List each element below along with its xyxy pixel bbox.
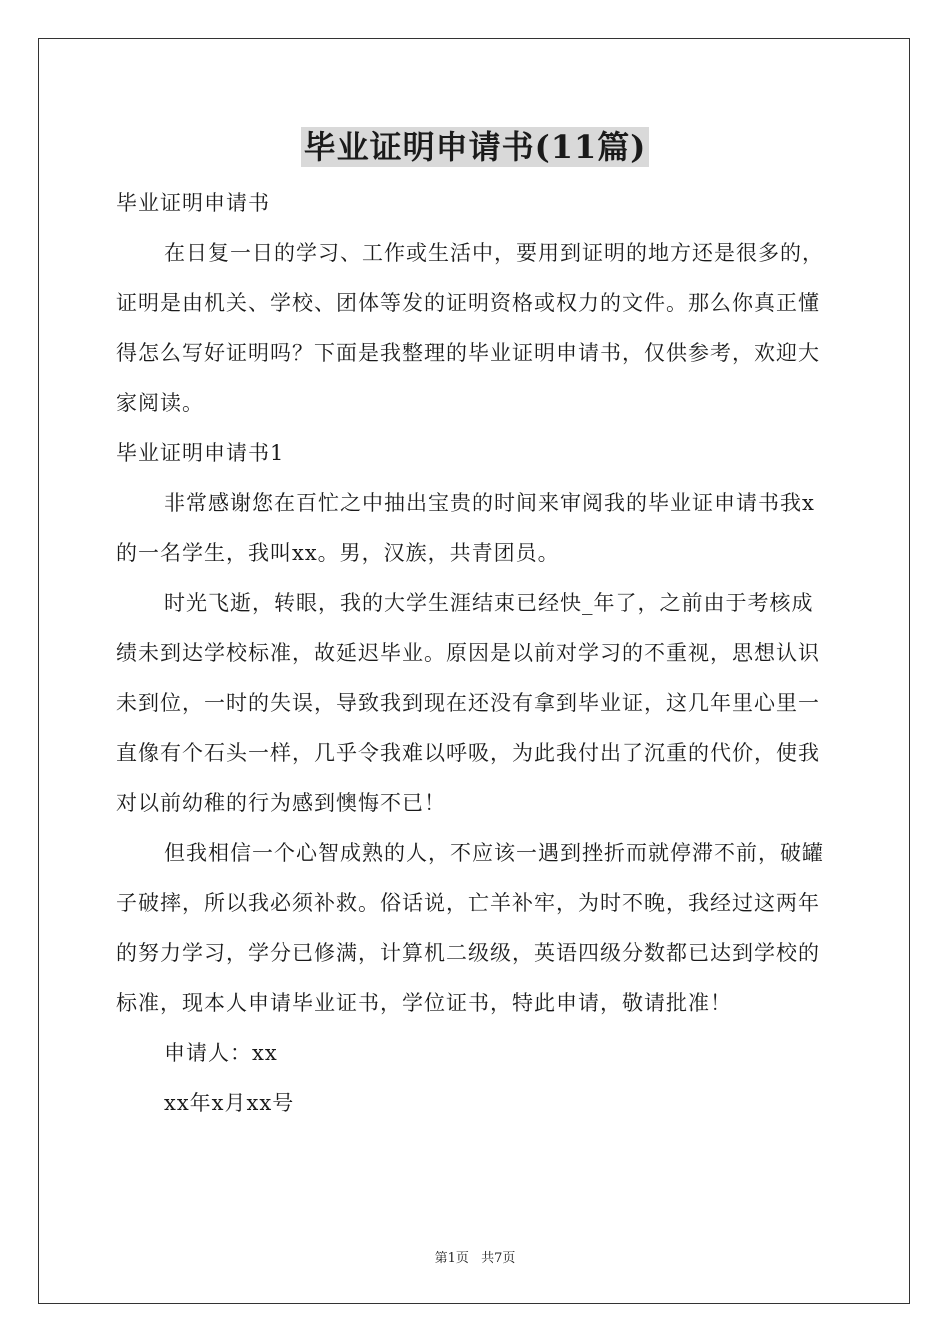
page-total: 共7页 [481,1251,516,1266]
section-heading: 毕业证明申请书1 [116,441,285,465]
page-footer [0,1247,950,1266]
title-container [0,127,950,167]
document-title: 毕业证明申请书(11篇) [301,127,650,167]
application-date: xx年x月xx号 [164,1091,295,1115]
subtitle: 毕业证明申请书 [116,191,270,215]
applicant-signature: 申请人：xx [164,1041,278,1065]
body-paragraph: 时光飞逝，转眼，我的大学生涯结束已经快_年了，之前由于考核成绩未到达学校标准，故延迟毕业。原因是以前对学习的不重视，思想认识未到位，一时的失误，导致我到现在还没有拿到毕业证，这几年里心里一直像有个石头一样，几乎令我难以呼吸，为此我付出了沉重的代价，使我对以前幼稚的行为感到懊悔不已！ [116,591,820,815]
body-paragraph: 非常感谢您在百忙之中抽出宝贵的时间来审阅我的毕业证申请书我x的一名学生，我叫xx。男，汉族，共青团员。 [116,491,815,565]
intro-paragraph: 在日复一日的学习、工作或生活中，要用到证明的地方还是很多的，证明是由机关、学校、团体等发的证明资格或权力的文件。那么你真正懂得怎么写好证明吗？下面是我整理的毕业证明申请书，仅供参考，欢迎大家阅读。 [116,241,824,415]
body-paragraph: 但我相信一个心智成熟的人，不应该一遇到挫折而就停滞不前，破罐子破摔，所以我必须补救。俗话说，亡羊补牢，为时不晚，我经过这两年的努力学习，学分已修满，计算机二级级，英语四级分数都已达到学校的标准，现本人申请毕业证书，学位证书，特此申请，敬请批准！ [116,841,824,1015]
document-body [116,178,834,1128]
page-number: 第1页 [434,1251,469,1266]
